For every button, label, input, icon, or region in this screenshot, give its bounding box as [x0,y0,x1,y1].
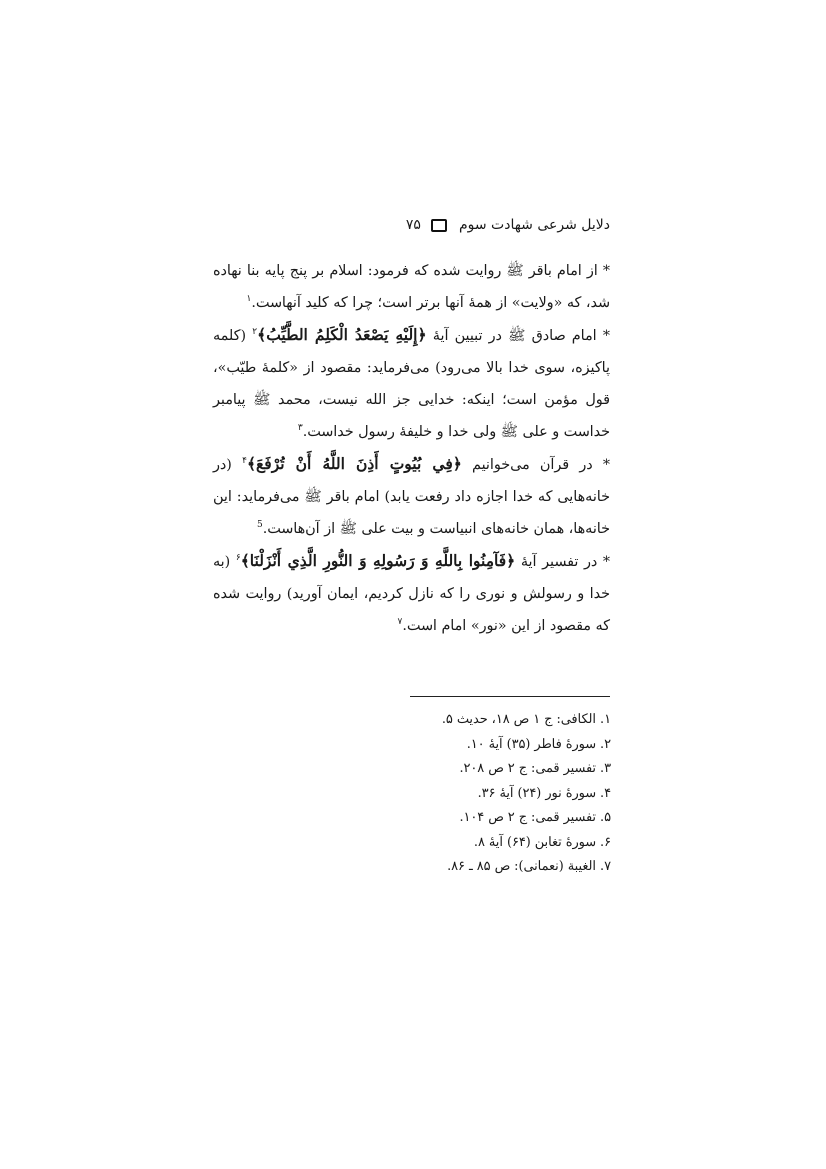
page-header [210,212,610,238]
paragraph-text: * در قرآن می‌خوانیم [461,457,610,473]
footnote-ref: 5 [256,520,263,531]
footnote-ref: ۱ [246,294,252,305]
page-number: ۷۵ [405,217,421,233]
footnotes [300,708,611,880]
paragraph [213,319,610,448]
footnote: ۶. سورهٔ تغابن (۶۴) آیهٔ ۸. [473,834,611,850]
paragraph-text: * از امام باقر ﷺ روایت شده که فرمود: اسلام بر پنج پایه بنا نهاده شد، که «ولایت» از همهٔ آنها برتر است؛ چرا که کلید آنهاست. [213,263,610,311]
paragraph-text: * در تفسیر آیهٔ [515,554,610,570]
footnote: ۳. تفسیر قمی: ج ۲ ص ۲۰۸. [459,761,611,776]
footnote-ref: ۳ [297,423,303,434]
footnote-ref: ۲ [252,327,258,338]
paragraph-text: (در خانه‌هایی که خدا اجازه داد رفعت یابد) امام باقر ﷺ می‌فرماید: این خانه‌ها، همان خانه‌های انبیاست و بیت علی ﷺ از آن‌هاست. [213,457,610,537]
footnote-ref: ۷ [397,617,403,628]
quran-verse: ﴿فِي بُيُوتٍ أَذِنَ اللَّهُ أَنْ تُرْفَعَ﴾ [246,454,462,473]
paragraph [213,545,610,642]
paragraph [213,255,610,319]
footnote: ۲. سورهٔ فاطر (۳۵) آیهٔ ۱۰. [466,736,611,752]
footnote: ۴. سورهٔ نور (۲۴) آیهٔ ۳۶. [477,785,611,801]
footnote: ۵. تفسیر قمی: ج ۲ ص ۱۰۴. [459,810,611,825]
quran-verse: ﴿إِلَيْهِ يَصْعَدُ الْكَلِمُ الطَّيِّبُ﴾ [257,325,427,344]
footnote-ref: ۴ [242,456,247,467]
header-square-icon [431,219,447,232]
paragraph-text: (به خدا و رسولش و نوری را که نازل کردیم، ایمان آورید) روایت شده که مقصود از این «نور» امام است. [213,554,610,634]
quran-verse: ﴿فَآمِنُوا بِاللَّهِ وَ رَسُولِهِ وَ النُّورِ الَّذِي أَنْزَلْنَا﴾ [240,551,516,570]
footnote: ۱. الکافی: ج ۱ ص ۱۸، حدیث ۵. [441,712,611,727]
footnote-ref: ۶ [235,553,241,564]
paragraph-text: * امام صادق ﷺ در تبیین آیهٔ [426,328,611,344]
paragraph-text: (کلمه پاکیزه، سوی خدا بالا می‌رود) می‌فرماید: مقصود از «کلمهٔ طیّب»، قول مؤمن است؛ اینکه: خدایی جز الله نیست، محمد ﷺ پیامبر خداست و علی ﷺ ولی خدا و خلیفهٔ رسول خداست. [213,328,610,440]
main-text [213,255,610,642]
footnote-separator [410,696,610,697]
paragraph [213,448,610,545]
footnote: ۷. الغیبة (نعمانی): ص ۸۵ ـ ۸۶. [447,859,611,874]
running-title: دلایل شرعی شهادت سوم [458,217,610,233]
